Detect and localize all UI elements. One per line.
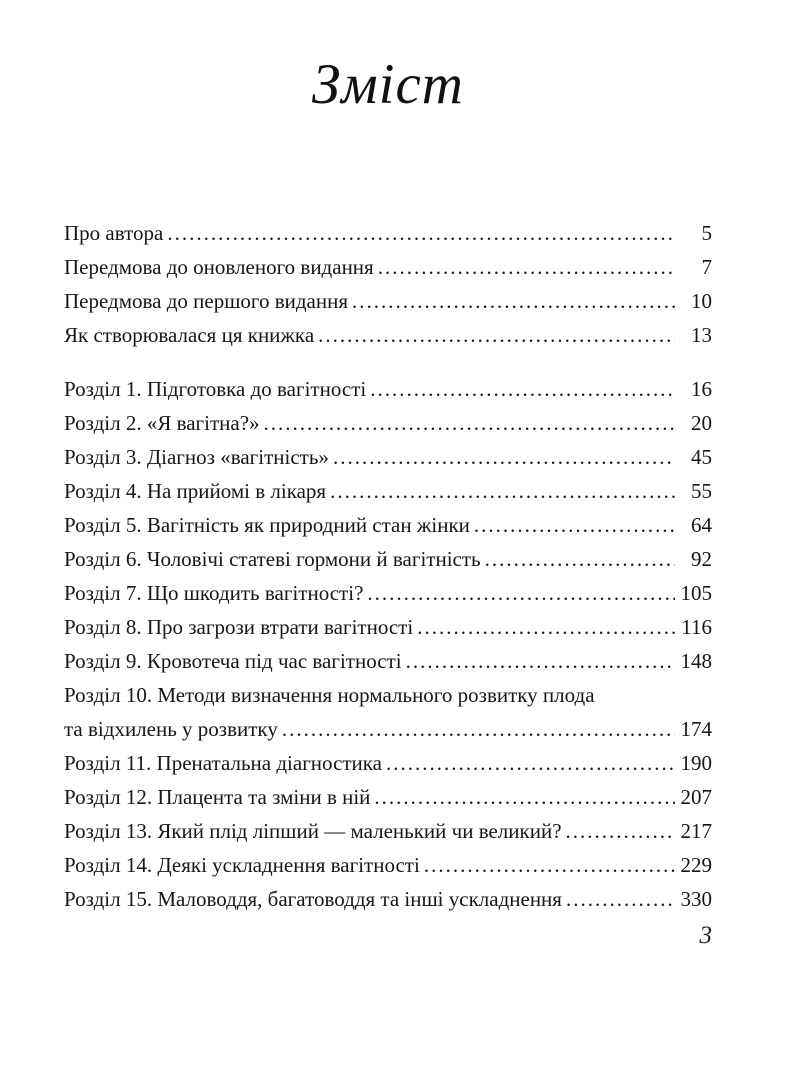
toc-line [64, 222, 712, 244]
toc-line [64, 412, 712, 434]
entry-title: Про автора [64, 221, 164, 245]
toc-line [64, 290, 712, 312]
page-number: 92 [691, 547, 712, 571]
entry-title: Як створювалася ця книжка [64, 323, 315, 347]
entry-title: Розділ 7. Що шкодить вагітності? [64, 581, 364, 605]
page-number: 229 [680, 853, 712, 877]
toc-line [64, 256, 712, 278]
entry-title: Розділ 3. Діагноз «вагітність» [64, 445, 329, 469]
toc-entry [64, 650, 712, 672]
dot-leader [167, 222, 675, 244]
page-number: 55 [691, 479, 712, 503]
dot-leader [352, 290, 675, 312]
entry-title: Розділ 5. Вагітність як природний стан жінки [64, 513, 470, 537]
dot-leader [318, 324, 675, 346]
entry-title: Розділ 4. На прийомі в лікаря [64, 479, 327, 503]
dot-leader [485, 548, 675, 570]
entry-title: Розділ 1. Підготовка до вагітності [64, 377, 367, 401]
toc-entry [64, 582, 712, 604]
dot-leader [370, 378, 675, 400]
toc-line [64, 854, 712, 876]
dot-leader [386, 752, 675, 774]
dot-leader [282, 718, 675, 740]
entry-title: Розділ 8. Про загрози втрати вагітності [64, 615, 414, 639]
toc-entry [64, 378, 712, 400]
dot-leader [367, 582, 675, 604]
toc-entry [64, 820, 712, 842]
entry-title: Розділ 12. Плацента та зміни в ній [64, 785, 371, 809]
entry-title: Розділ 6. Чоловічі статеві гормони й вагітність [64, 547, 481, 571]
toc-entry [64, 290, 712, 312]
toc-entry [64, 684, 712, 740]
page-number: 5 [701, 221, 712, 245]
toc-line [64, 378, 712, 400]
toc-entry [64, 616, 712, 638]
page-number: 16 [691, 377, 712, 401]
entry-title: Передмова до оновленого видання [64, 255, 374, 279]
entry-title: та відхилень у розвитку [64, 717, 278, 741]
table-of-contents [64, 222, 712, 910]
toc-line [64, 752, 712, 774]
toc-line [64, 446, 712, 468]
dot-leader [566, 820, 675, 842]
toc-entry [64, 548, 712, 570]
page-number: 207 [680, 785, 712, 809]
chapter-list [64, 378, 712, 910]
toc-line [64, 582, 712, 604]
page-title: Зміст [312, 53, 464, 116]
page-number: 7 [701, 255, 712, 279]
toc-entry [64, 514, 712, 536]
entry-title: Розділ 14. Деякі ускладнення вагітності [64, 853, 420, 877]
toc-entry [64, 446, 712, 468]
toc-line [64, 888, 712, 910]
page-number: 45 [691, 445, 712, 469]
toc-line [64, 786, 712, 808]
entry-title: Розділ 9. Кровотеча під час вагітності [64, 649, 402, 673]
page-number: 20 [691, 411, 712, 435]
dot-leader [330, 480, 675, 502]
dot-leader [374, 786, 675, 808]
dot-leader [474, 514, 675, 536]
entry-title: Розділ 13. Який плід ліпший — маленький чи великий? [64, 819, 562, 843]
page-number: 64 [691, 513, 712, 537]
toc-entry [64, 854, 712, 876]
toc-line [64, 480, 712, 502]
dot-leader [333, 446, 675, 468]
toc-line [64, 684, 712, 706]
toc-line [64, 324, 712, 346]
page-folio-number: 3 [699, 922, 712, 949]
page-number: 217 [680, 819, 712, 843]
entry-title: Розділ 11. Пренатальна діагностика [64, 751, 383, 775]
toc-line [64, 820, 712, 842]
toc-line [64, 548, 712, 570]
toc-line [64, 514, 712, 536]
entry-title: Розділ 15. Маловоддя, багатоводдя та інші ускладнення [64, 887, 562, 911]
toc-line [64, 650, 712, 672]
page-number: 10 [691, 289, 712, 313]
toc-entry [64, 324, 712, 346]
page-number: 13 [691, 323, 712, 347]
page-number: 105 [680, 581, 712, 605]
entry-title: Розділ 10. Методи визначення нормального розвитку плода [64, 683, 595, 707]
toc-entry [64, 888, 712, 910]
dot-leader [406, 650, 675, 672]
toc-line [64, 718, 712, 740]
page-number: 148 [680, 649, 712, 673]
toc-entry [64, 786, 712, 808]
toc-entry [64, 752, 712, 774]
page-number: 116 [681, 615, 712, 639]
dot-leader [378, 256, 675, 278]
page-number: 330 [680, 887, 712, 911]
book-page [0, 52, 800, 1089]
page-number: 174 [680, 717, 712, 741]
dot-leader [264, 412, 675, 434]
entry-title: Розділ 2. «Я вагітна?» [64, 411, 260, 435]
toc-entry [64, 412, 712, 434]
front-matter-list [64, 222, 712, 346]
toc-line [64, 616, 712, 638]
toc-entry [64, 222, 712, 244]
toc-entry [64, 256, 712, 278]
dot-leader [424, 854, 675, 876]
dot-leader [417, 616, 675, 638]
page-number: 190 [680, 751, 712, 775]
entry-title: Передмова до першого видання [64, 289, 349, 313]
dot-leader [566, 888, 675, 910]
toc-entry [64, 480, 712, 502]
